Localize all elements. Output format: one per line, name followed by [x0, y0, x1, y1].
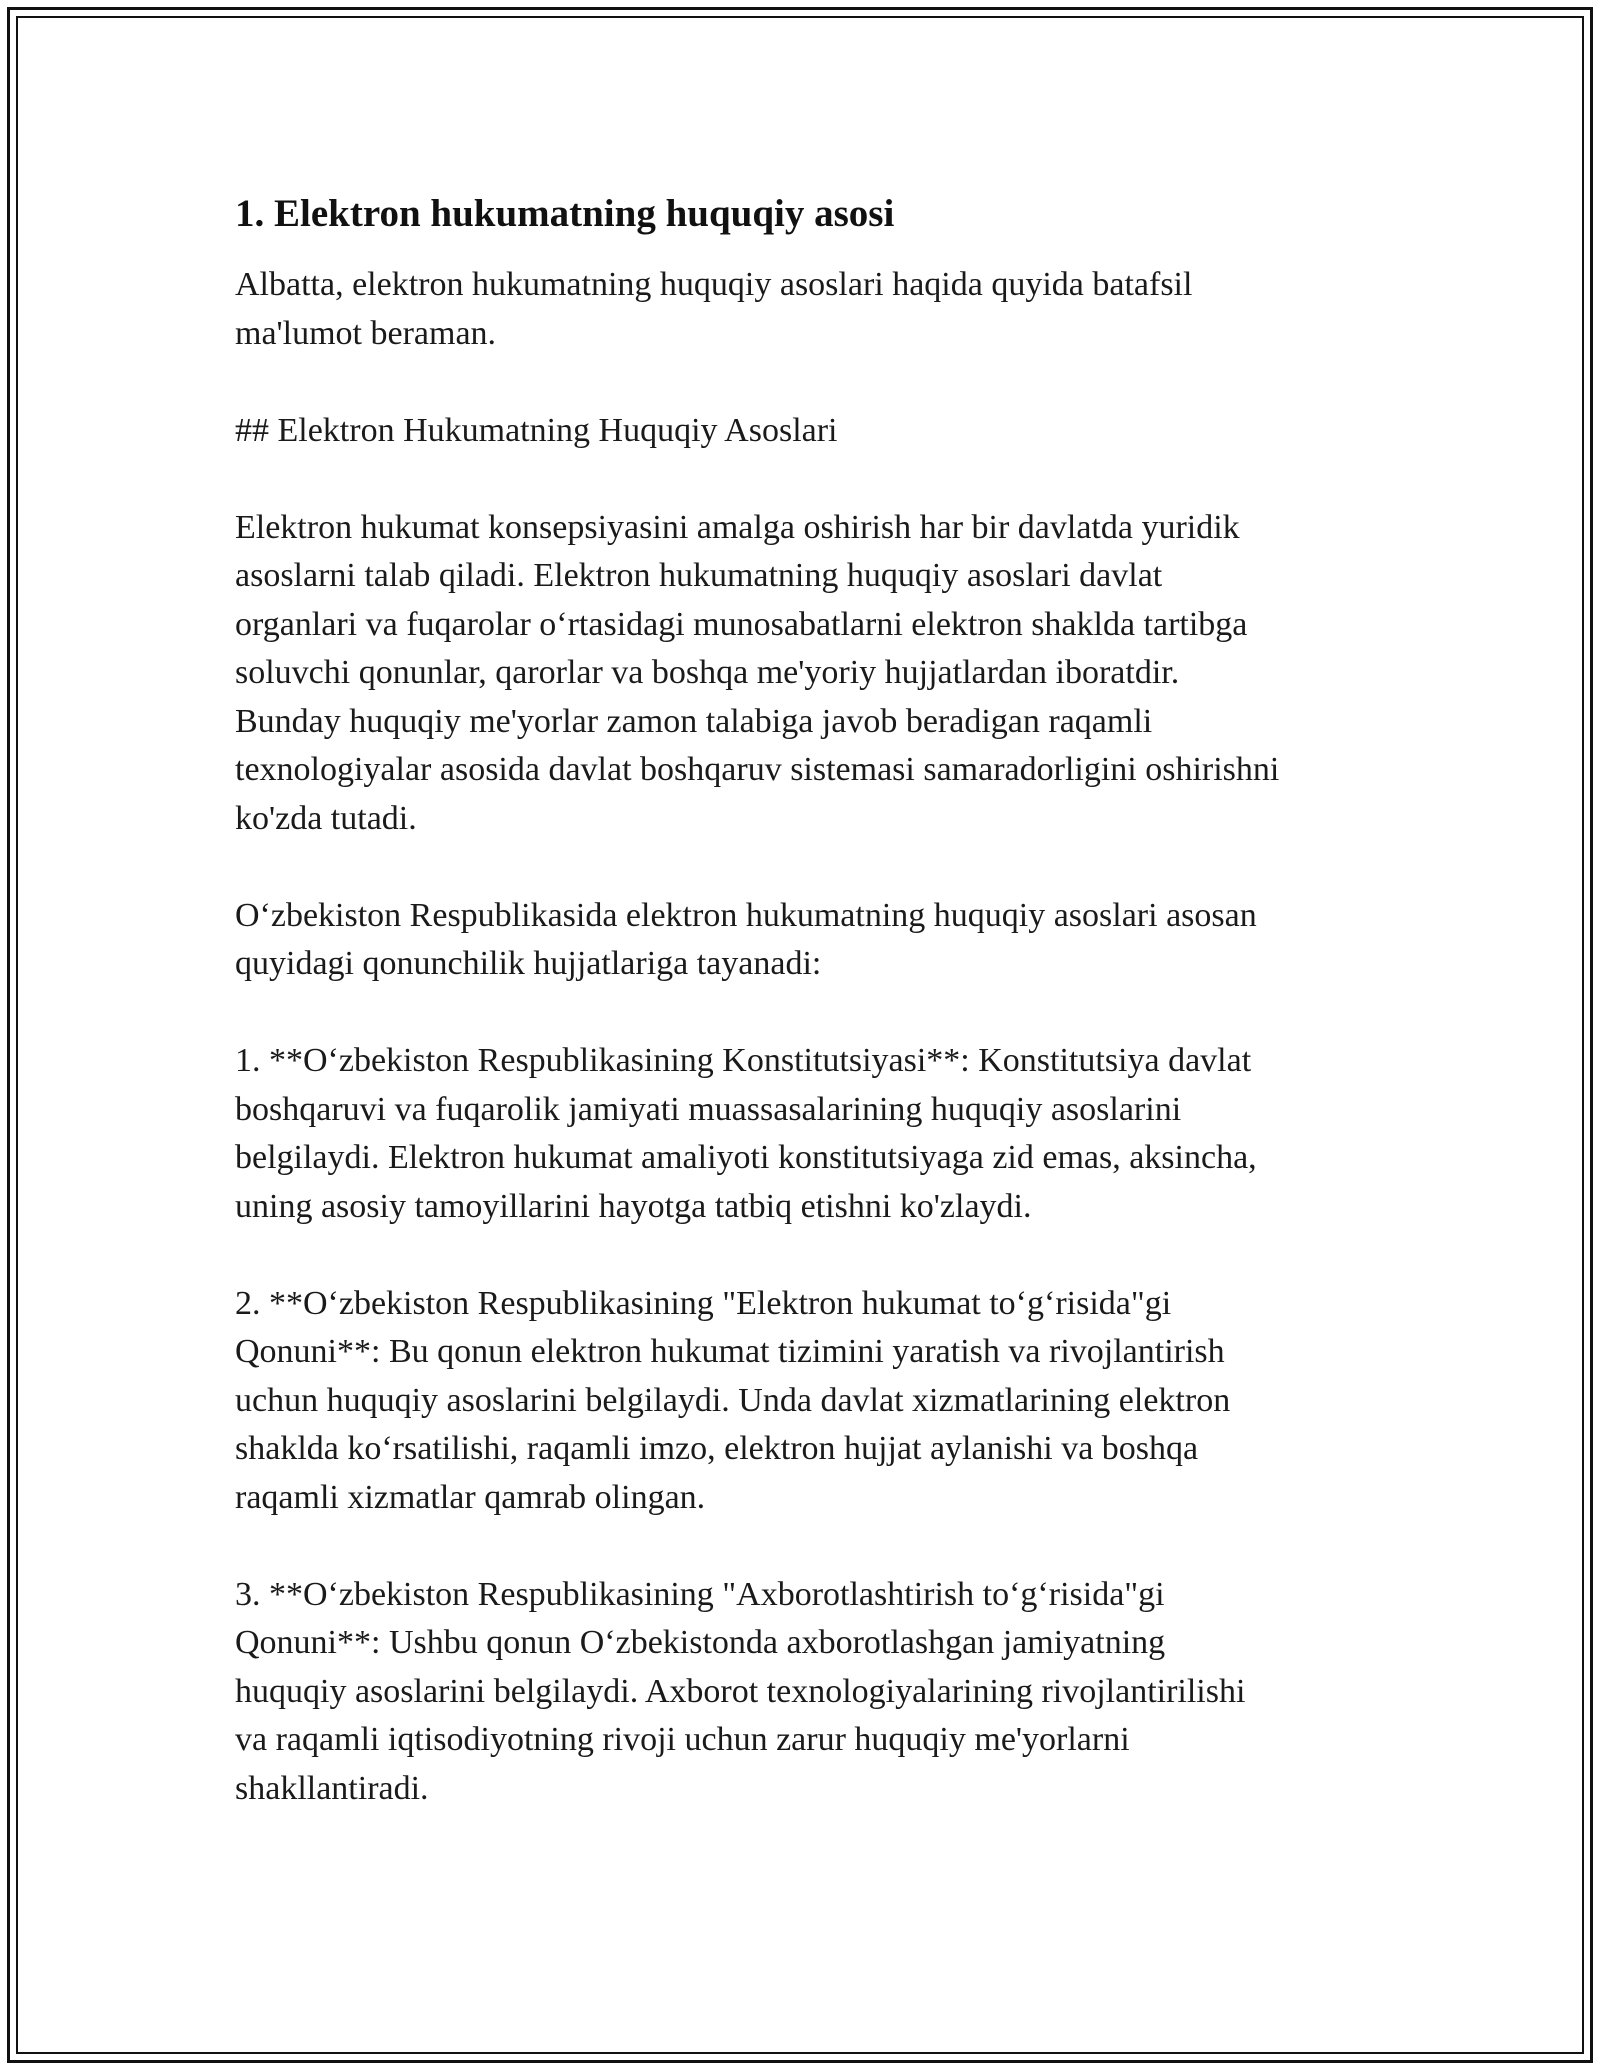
- intro-paragraph: Albatta, elektron hukumatning huquqiy asoslari haqida quyida batafsil ma'lumot beraman.: [235, 266, 1193, 352]
- list-item-constitution: 1. **O‘zbekiston Respublikasining Konstitutsiyasi**: Konstitutsiya davlat boshqaruvi va fuqarolik jamiyati muassasalarining huquqiy asoslarini belgilaydi. Elektron hukumat amaliyoti konstitutsiyaga zid emas, aksincha, uning asosiy tamoyillarini hayotga tatbiq etishni ko'zlaydi.: [235, 1042, 1257, 1225]
- section-heading-markdown: ## Elektron Hukumatning Huquqiy Asoslari: [235, 411, 838, 449]
- concept-paragraph: Elektron hukumat konsepsiyasini amalga oshirish har bir davlatda yuridik asoslarni talab qiladi. Elektron hukumatning huquqiy asoslari davlat organlari va fuqarolar o‘rtasidagi munosabatlarni elektron shaklda tartibga soluvchi qonunlar, qarorlar va boshqa me'yoriy hujjatlardan iboratdir. Bunday huquqiy me'yorlar zamon talabiga javob beradigan raqamli texnologiyalar asosida davlat boshqaruv sistemasi samaradorligini oshirishni ko'zda tutadi.: [235, 508, 1280, 837]
- document-body: [235, 185, 1365, 1813]
- document-title: 1. Elektron hukumatning huquqiy asosi: [235, 192, 895, 235]
- legislation-intro-paragraph: O‘zbekiston Respublikasida elektron hukumatning huquqiy asoslari asosan quyidagi qonunchilik hujjatlariga tayanadi:: [235, 896, 1257, 982]
- list-item-informatization-law: 3. **O‘zbekiston Respublikasining "Axborotlashtirish to‘g‘risida"gi Qonuni**: Ushbu qonun O‘zbekistonda axborotlashgan jamiyatning huquqiy asoslarini belgilaydi. Axborot texnologiyalarining rivojlantirilishi va raqamli iqtisodiyotning rivoji uchun zarur huquqiy me'yorlarni shakllantiradi.: [235, 1575, 1246, 1807]
- list-item-e-government-law: 2. **O‘zbekiston Respublikasining "Elektron hukumat to‘g‘risida"gi Qonuni**: Bu qonun elektron hukumat tizimini yaratish va rivojlantirish uchun huquqiy asoslarini belgilaydi. Unda davlat xizmatlarining elektron shaklda ko‘rsatilishi, raqamli imzo, elektron hujjat aylanishi va boshqa raqamli xizmatlar qamrab olingan.: [235, 1284, 1231, 1516]
